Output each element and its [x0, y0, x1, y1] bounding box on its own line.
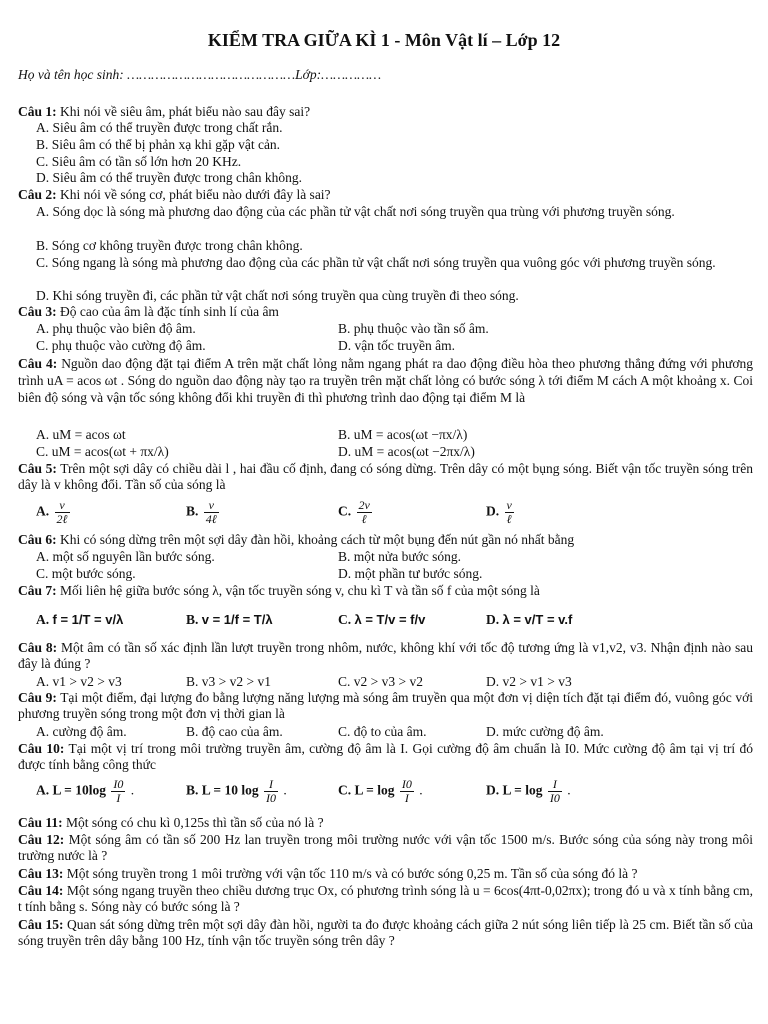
- q8-option-c: C. v2 > v3 > v2: [338, 674, 423, 689]
- fraction: $\frac{I0}{I}$: [113, 777, 124, 805]
- q3-option-a: A. phụ thuộc vào biên độ âm.: [36, 321, 196, 336]
- question-label: Câu 15:: [18, 917, 64, 932]
- q9-option-b: B. độ cao của âm.: [186, 724, 283, 739]
- q8-option-d: D. v2 > v1 > v3: [486, 674, 572, 689]
- question-text: Khi nói về sóng cơ, phát biểu nào dưới đây là sai?: [60, 187, 331, 202]
- page-title: KIỂM TRA GIỮA KÌ 1 - Môn Vật lí – Lớp 12: [207, 30, 561, 50]
- q10-option-d: D. L = log $\frac{I}{I0}$ .: [486, 777, 571, 805]
- q5-option-b: B. $\frac{v}{\text{4ℓ}}$: [186, 498, 217, 526]
- fraction: $\frac{I}{I0}$: [265, 777, 276, 805]
- question-label: Câu 11:: [18, 815, 63, 830]
- q6-option-c: C. một bước sóng.: [36, 566, 136, 581]
- question-text: Nguồn dao động đặt tại điểm A trên mặt chất lỏng nằm ngang phát ra dao động điều hòa theo phương thẳng đứng với phương trình uA = acos ωt . Sóng do nguồn dao động này tạo ra truyền trên mặt chất lỏng có bước sóng λ tới điểm M cách A một khoảng x. Coi biên độ sóng và vận tốc sóng không đổi khi truyền đi thì phương trình dao động tại điểm M là: [18, 356, 753, 405]
- q6-option-d: D. một phần tư bước sóng.: [338, 566, 483, 581]
- question-10: [18, 741, 753, 773]
- question-8: [18, 640, 753, 672]
- question-label: Câu 4:: [18, 356, 58, 371]
- q4-option-b: B. uM = acos(ωt −πx/λ): [338, 427, 468, 442]
- q7-option-d: D. λ = v/T = v.f: [486, 612, 573, 627]
- question-text: Quan sát sóng dừng trên một sợi dây đàn hồi, người ta đo được khoảng cách giữa 2 nút sóng liên tiếp là 25 cm. Biết tần số của sóng truyền trên dây bằng 100 Hz, tính vận tốc truyền sóng trên dây ?: [18, 917, 753, 948]
- question-text: Một sóng ngang truyền theo chiều dương trục Ox, có phương trình sóng là u = 6cos(4πt-0,02πx); trong đó u và x tính bằng cm, t tính bằng s. Sóng này có bước sóng là ?: [18, 883, 753, 914]
- question-12: [18, 832, 753, 864]
- q10-option-b: B. L = 10 log $\frac{I}{I0}$ .: [186, 777, 287, 805]
- student-info-line: Họ và tên học sinh: ……………………………………Lớp:……………: [18, 67, 382, 82]
- fraction: $\frac{I}{I0}$: [549, 777, 560, 805]
- fraction: $\frac{2v}{\text{ℓ}}$: [358, 498, 370, 526]
- question-label: Câu 13:: [18, 866, 64, 881]
- question-text: Độ cao của âm là đặc tính sinh lí của âm: [60, 304, 279, 319]
- q1-option-b: B. Siêu âm có thể bị phản xạ khi gặp vật cản.: [36, 137, 281, 152]
- q5-option-c: C. $\frac{2v}{\text{ℓ}}$: [338, 498, 370, 526]
- q7-option-b: B. v = 1/f = T/λ: [186, 612, 273, 627]
- question-text: Một âm có tần số xác định lần lượt truyền trong nhôm, nước, không khí với tốc độ tương ứng là v1,v2, v3. Nhận định nào sau đây là đúng ?: [18, 640, 753, 671]
- question-label: Câu 8:: [18, 640, 58, 655]
- question-label: Câu 7:: [18, 583, 57, 598]
- q3-option-c: C. phụ thuộc vào cường độ âm.: [36, 338, 206, 353]
- question-text: Khi có sóng dừng trên một sợi dây đàn hồi, khoảng cách từ một bụng đến nút gần nó nhất bằng: [60, 532, 575, 547]
- q3-option-b: B. phụ thuộc vào tần số âm.: [338, 321, 489, 336]
- q1-option-d: D. Siêu âm có thể truyền được trong chân không.: [36, 170, 303, 185]
- question-text: Trên một sợi dây có chiều dài l , hai đầu cố định, đang có sóng dừng. Trên dây có một bụng sóng. Biết vận tốc truyền sóng trên dây là v không đổi. Tần số của sóng là: [18, 461, 753, 492]
- question-9: [18, 690, 753, 722]
- question-label: Câu 6:: [18, 532, 57, 547]
- question-5: [18, 461, 753, 493]
- q2-option-b: B. Sóng cơ không truyền được trong chân không.: [36, 238, 303, 253]
- q5-option-a: A. $\frac{v}{\text{2ℓ}}$: [36, 498, 68, 526]
- question-3: [18, 304, 753, 320]
- q4-option-a: A. uM = acos ωt: [36, 427, 126, 442]
- question-label: Câu 3:: [18, 304, 57, 319]
- q10-option-a: A. L = 10log $\frac{I0}{I}$ .: [36, 777, 135, 805]
- q3-option-d: D. vận tốc truyền âm.: [338, 338, 455, 353]
- q2-option-d: D. Khi sóng truyền đi, các phần tử vật chất nơi sóng truyền qua cùng truyền đi theo sóng.: [36, 288, 519, 303]
- question-label: Câu 10:: [18, 741, 65, 756]
- question-text: Mối liên hệ giữa bước sóng λ, vận tốc truyền sóng v, chu kì T và tần số f của một sóng là: [60, 583, 540, 598]
- question-label: Câu 1:: [18, 104, 57, 119]
- q1-option-a: A. Siêu âm có thể truyền được trong chất rắn.: [36, 120, 283, 135]
- fraction: $\frac{v}{\text{2ℓ}}$: [56, 498, 68, 526]
- question-14: [18, 883, 753, 915]
- q6-option-b: B. một nửa bước sóng.: [338, 549, 462, 564]
- question-text: Một sóng âm có tần số 200 Hz lan truyền trong môi trường nước với vận tốc 1500 m/s. Bước sóng của sóng này trong môi trường nước là ?: [18, 832, 754, 863]
- question-2: [18, 187, 753, 203]
- question-text: Một sóng truyền trong 1 môi trường với vận tốc 110 m/s và có bước sóng 0,25 m. Tần số của sóng đó là ?: [66, 866, 638, 881]
- question-text: Một sóng có chu kì 0,125s thì tần số của nó là ?: [66, 815, 324, 830]
- fraction: $\frac{v}{\text{4ℓ}}$: [205, 498, 217, 526]
- question-label: Câu 14:: [18, 883, 64, 898]
- q8-option-b: B. v3 > v2 > v1: [186, 674, 271, 689]
- question-label: Câu 5:: [18, 461, 57, 476]
- q5-option-d: D. $\frac{v}{\text{ℓ}}$: [486, 498, 512, 526]
- question-11: [18, 815, 753, 831]
- q7-option-c: C. λ = T/v = f/v: [338, 612, 426, 627]
- q9-option-c: C. độ to của âm.: [338, 724, 427, 739]
- question-7: [18, 583, 753, 599]
- question-15: [18, 917, 753, 949]
- question-6: [18, 532, 753, 548]
- question-4: [18, 355, 753, 406]
- fraction: $\frac{I0}{I}$: [401, 777, 412, 805]
- q10-option-c: C. L = log $\frac{I0}{I}$ .: [338, 777, 423, 805]
- question-label: Câu 9:: [18, 690, 57, 705]
- q4-option-c: C. uM = acos(ωt + πx/λ): [36, 444, 169, 459]
- question-label: Câu 12:: [18, 832, 65, 847]
- fraction: $\frac{v}{\text{ℓ}}$: [506, 498, 512, 526]
- q7-option-a: A. f = 1/T = v/λ: [36, 612, 124, 627]
- question-label: Câu 2:: [18, 187, 57, 202]
- q6-option-a: A. một số nguyên lần bước sóng.: [36, 549, 215, 564]
- question-text: Tại một điểm, đại lượng đo bằng lượng năng lượng mà sóng âm truyền qua một đơn vị diện tích đặt tại điểm đó, vuông góc với phương truyền sóng trong một đơn vị thời gian là: [18, 690, 753, 721]
- q8-option-a: A. v1 > v2 > v3: [36, 674, 122, 689]
- q4-option-d: D. uM = acos(ωt −2πx/λ): [338, 444, 475, 459]
- q1-option-c: C. Siêu âm có tần số lớn hơn 20 KHz.: [36, 154, 242, 169]
- q2-option-c: C. Sóng ngang là sóng mà phương dao động của các phần tử vật chất nơi sóng truyền qua vuông góc với phương truyền sóng.: [36, 255, 716, 270]
- q9-option-a: A. cường độ âm.: [36, 724, 127, 739]
- question-text: Tại một vị trí trong môi trường truyền âm, cường độ âm là I. Gọi cường độ âm chuẩn là I0. Mức cường độ âm tại vị trí đó được tính bằng công thức: [18, 741, 753, 772]
- q9-option-d: D. mức cường độ âm.: [486, 724, 604, 739]
- question-text: Khi nói về siêu âm, phát biểu nào sau đây sai?: [60, 104, 311, 119]
- question-1: [18, 104, 753, 120]
- q2-option-a: A. Sóng dọc là sóng mà phương dao động của các phần tử vật chất nơi sóng truyền qua trùng với phương truyền sóng.: [36, 204, 675, 219]
- question-13: [18, 866, 753, 882]
